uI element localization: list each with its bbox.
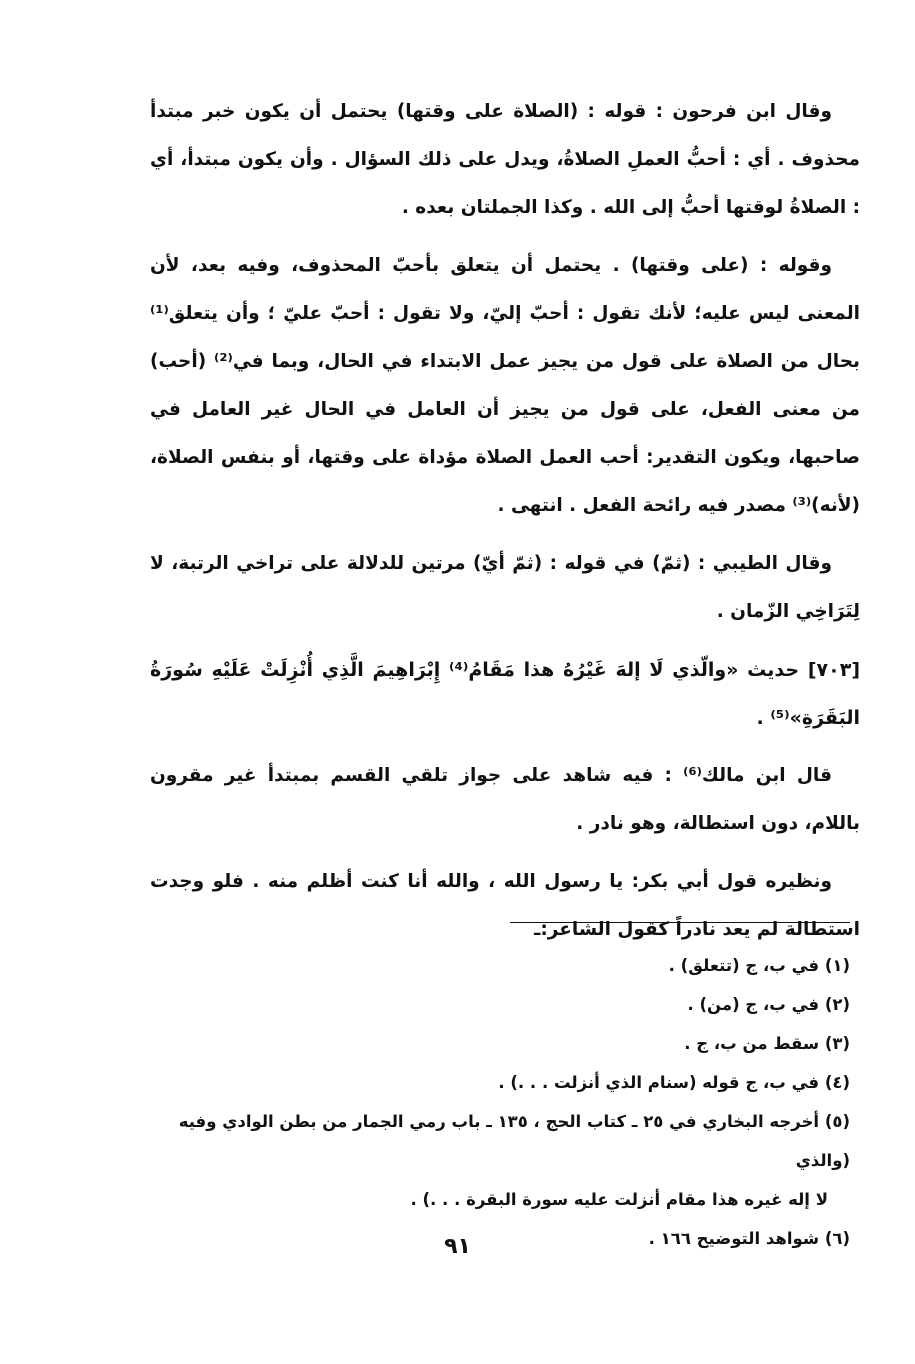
hadith-heading: [٧٠٣] حديث «والّذي لَا إلهَ غَيْرُهُ هذا مَقَامُ⁽⁴⁾ إِبْرَاهِيمَ الَّذِي أُنْزِلَتْ عَلَيْهِ سُورَةُ البَقَرَةِ»⁽⁵⁾ . [150, 659, 860, 729]
paragraph-tibi: وقال الطيبي : (ثمّ) في قوله : (ثمّ أيّ) مرتين للدلالة على تراخي الرتبة، لا لِتَرَاخِي الزّمان . [150, 553, 860, 622]
footnote: (٦) شواهد التوضيح ١٦٦ . [648, 1229, 850, 1248]
footnote: (٢) في ب، ج (من) . [687, 995, 850, 1014]
paragraph-ibn-malik: قال ابن مالك⁽⁶⁾ : فيه شاهد على جواز تلقي القسم بمبتدأ غير مقرون باللام، دون استطالة، وهو نادر . [150, 765, 860, 834]
paragraph-abu-bakr: ونظيره قول أبي بكر: يا رسول الله ، والله أنا كنت أظلم منه . فلو وجدت استطالة لم يعد نادراً كقول الشاعر:ـ [150, 871, 860, 940]
footnotes [130, 946, 850, 1258]
footnote-separator [510, 922, 850, 923]
page-number: ٩١ [444, 1234, 471, 1259]
footnote: (١) في ب، ج (تتعلق) . [668, 956, 850, 975]
footnote: (٣) سقط من ب، ج . [684, 1034, 850, 1053]
main-text [150, 88, 860, 964]
footnote: (٤) في ب، ج قوله (سنام الذي أنزلت . . .) . [498, 1073, 850, 1092]
footnote-continuation: لا إله غيره هذا مقام أنزلت عليه سورة البقرة . . .) . [410, 1190, 828, 1209]
paragraph-ibn-farhun: وقال ابن فرحون : قوله : (الصلاة على وقتها) يحتمل أن يكون خبر مبتدأ محذوف . أي : أحبُّ العملِ الصلاةُ، ويدل على ذلك السؤال . وأن يكون مبتدأ، أي : الصلاةُ لوقتها أحبُّ إلى الله . وكذا الجملتان بعده . [150, 101, 860, 218]
paragraph-ala-waqtiha: وقوله : (على وقتها) . يحتمل أن يتعلق بأحبّ المحذوف، وفيه بعد، لأن المعنى ليس عليه؛ لأنك تقول : أحبّ إليّ، ولا تقول : أحبّ عليّ ؛ وأن يتعلق⁽¹⁾ بحال من الصلاة على قول من يجيز عمل الابتداء في الحال، وبما في⁽²⁾ (أحب) من معنى الفعل، على قول من يجيز أن العامل في الحال غير العامل في صاحبها، ويكون التقدير: أحب العمل الصلاة مؤداة على وقتها، أو بنفس الصلاة، (لأنه)⁽³⁾ مصدر فيه رائحة الفعل . انتهى . [150, 255, 860, 516]
footnote: (٥) أخرجه البخاري في ٢٥ ـ كتاب الحج ، ١٣٥ ـ باب رمي الجمار من بطن الوادي وفيه (والذي [178, 1112, 850, 1170]
